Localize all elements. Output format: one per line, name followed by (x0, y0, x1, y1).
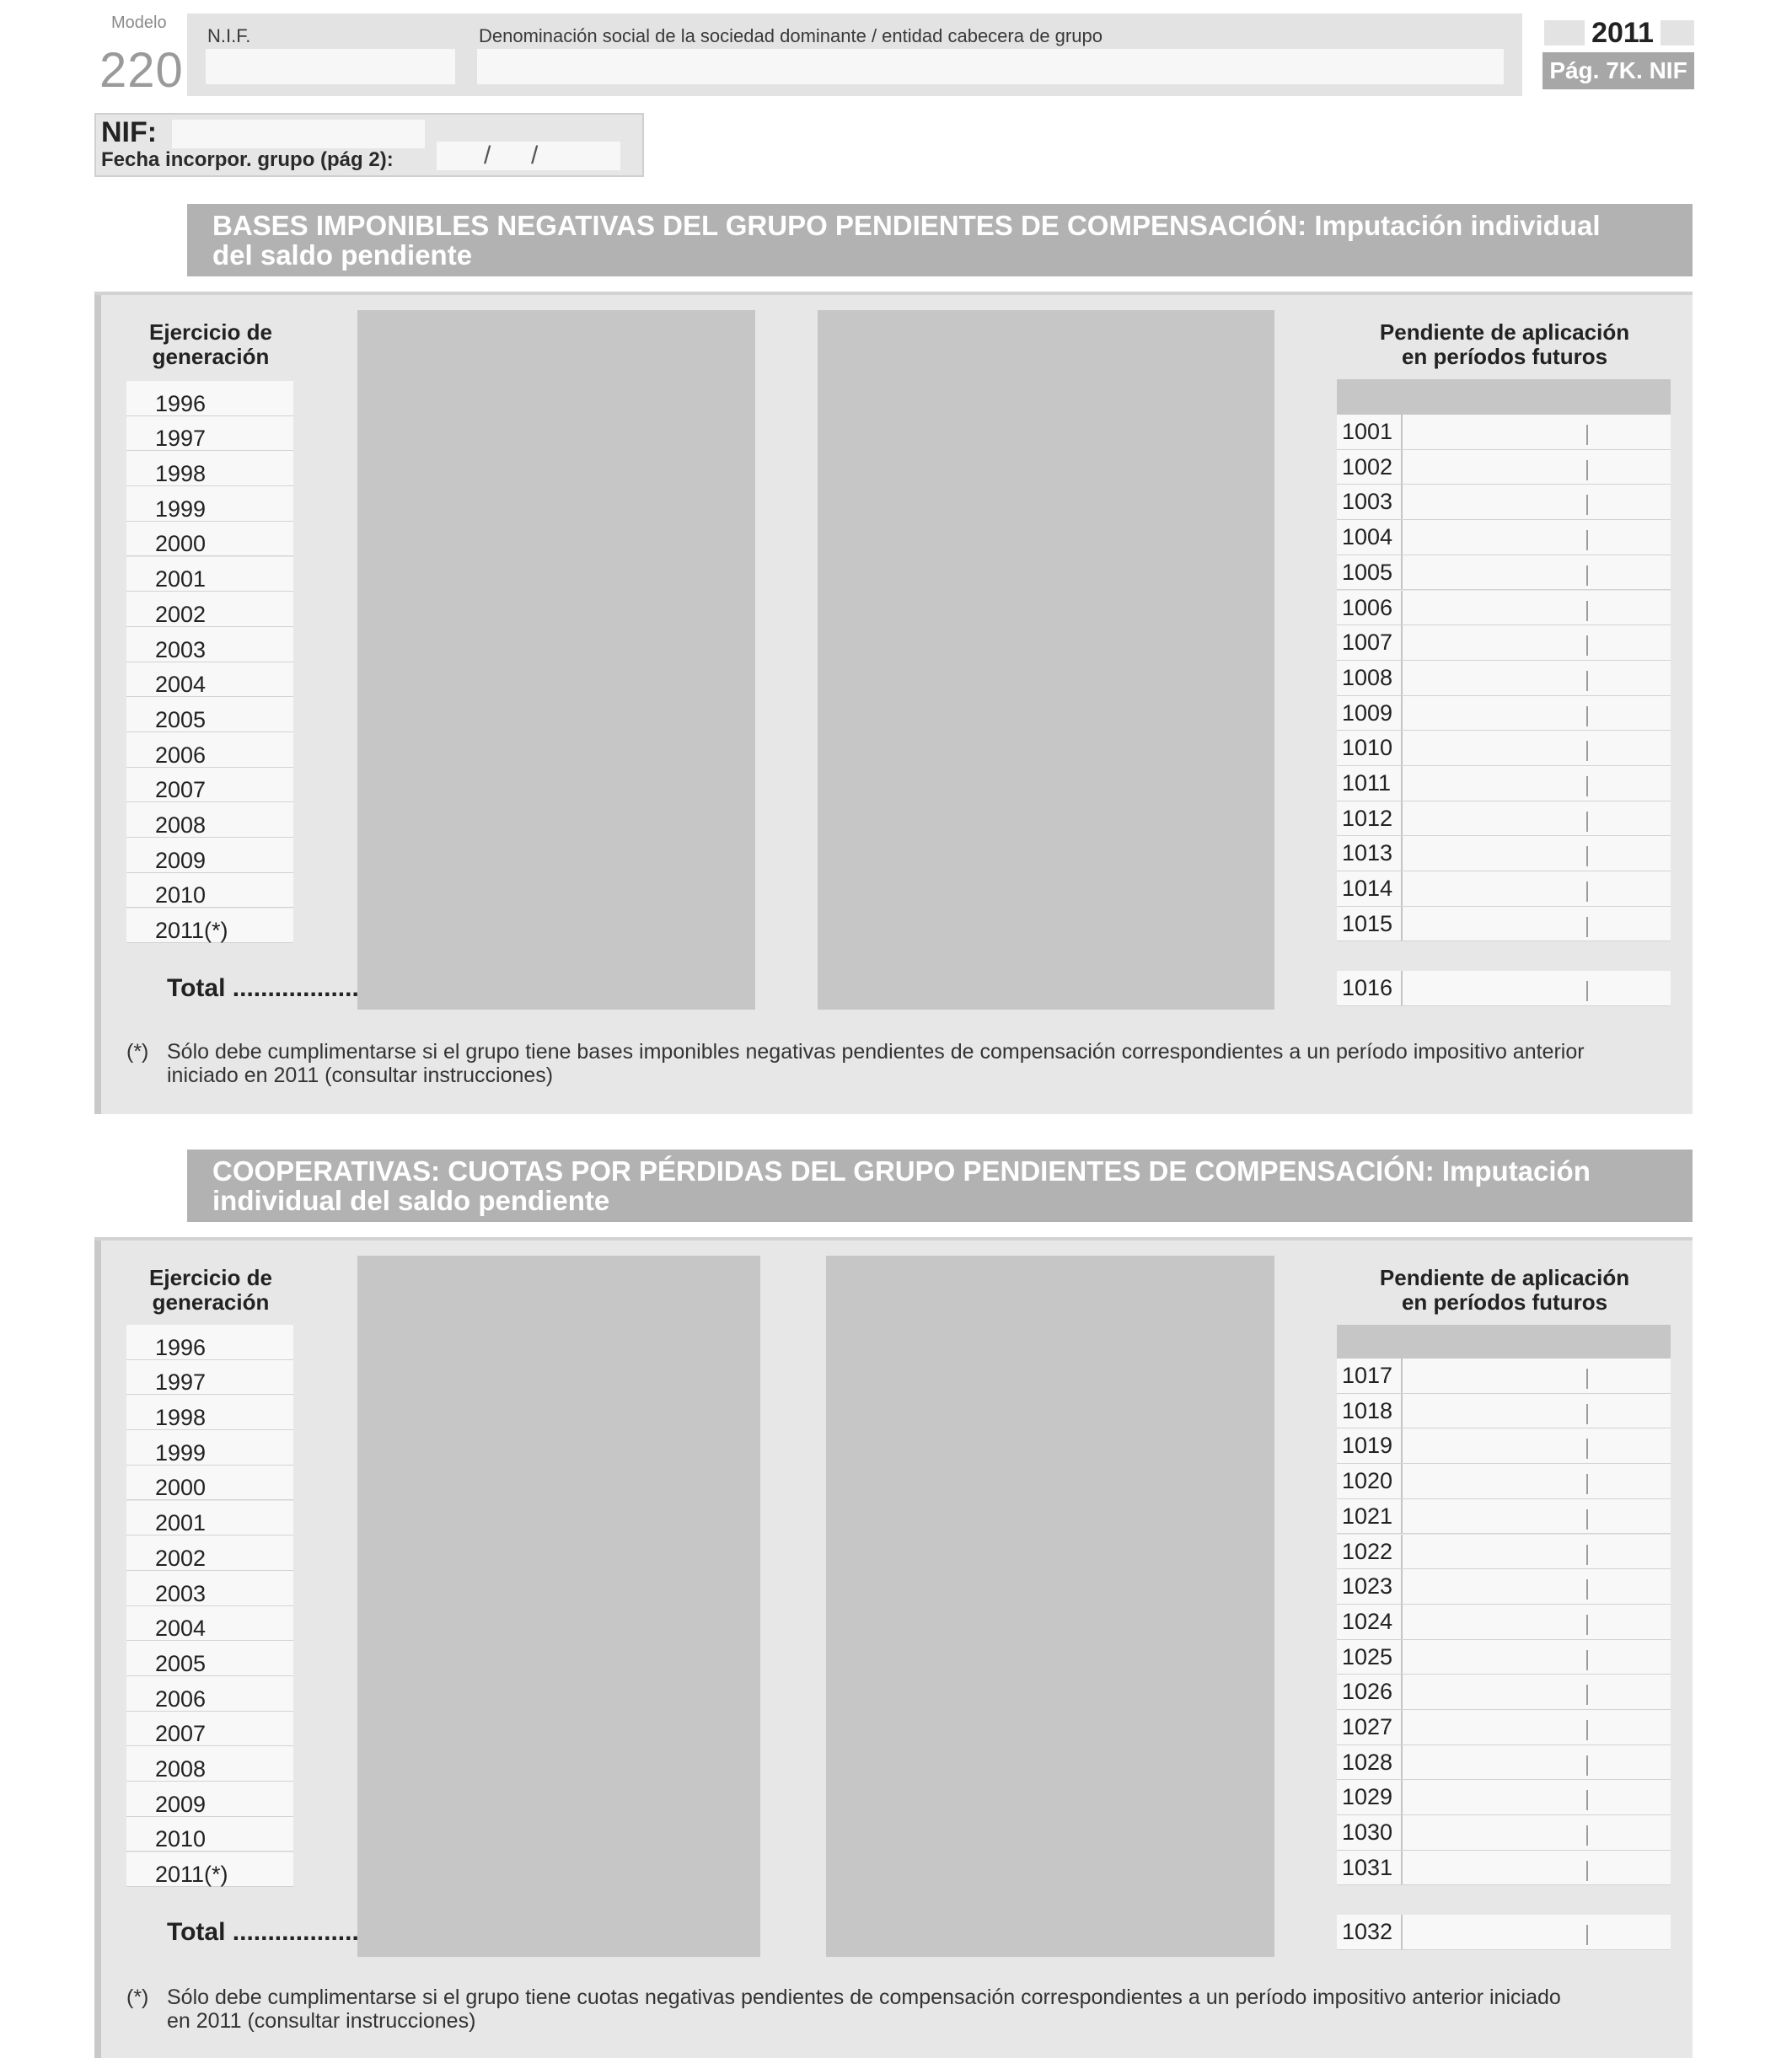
year-label: 2001 (155, 566, 207, 592)
box-code: 1025 (1337, 1640, 1403, 1675)
year-row (126, 732, 293, 768)
decimal-separator-mark (1586, 1861, 1588, 1881)
page-label: Pág. 7K. NIF (1543, 52, 1694, 89)
decimal-separator-mark (1586, 460, 1588, 480)
total-amount-input[interactable] (1403, 971, 1671, 1005)
year-row (126, 451, 293, 486)
amount-row (1337, 1464, 1671, 1499)
year-row (126, 662, 293, 698)
box-code: 1004 (1337, 520, 1403, 555)
year-label: 2003 (155, 1580, 207, 1606)
year-label: 1998 (155, 1405, 207, 1431)
amount-row (1337, 520, 1671, 555)
box-code: 1008 (1337, 661, 1403, 695)
col-ejercicio-line2: generación (152, 1289, 270, 1315)
year-label: 2008 (155, 812, 207, 839)
amount-row (1337, 1499, 1671, 1535)
amount-input[interactable] (1403, 450, 1671, 485)
amount-input[interactable] (1403, 1851, 1671, 1885)
year-label: 2004 (155, 672, 207, 698)
year-label: 2008 (155, 1756, 207, 1782)
amount-row (1337, 1640, 1671, 1675)
section-banner (187, 204, 1693, 276)
year-row (126, 592, 293, 627)
amount-input[interactable] (1403, 1605, 1671, 1639)
box-code: 1030 (1337, 1815, 1403, 1850)
year-label: 2009 (155, 847, 207, 873)
nif-input[interactable] (172, 120, 425, 148)
year-label: 2007 (155, 777, 207, 803)
col-ejercicio-line2: generación (152, 344, 270, 369)
fecha-input[interactable] (437, 142, 620, 170)
amount-row (1337, 1710, 1671, 1745)
total-label: Total .................. (167, 974, 359, 1002)
denominacion-input[interactable] (477, 49, 1504, 84)
amount-row (1337, 1851, 1671, 1886)
box-code: 1027 (1337, 1710, 1403, 1744)
amount-row (1337, 591, 1671, 626)
decimal-separator-mark (1586, 1439, 1588, 1459)
amount-input[interactable] (1403, 625, 1671, 660)
col-ejercicio-header (126, 320, 295, 369)
footnote-line2: en 2011 (consultar instrucciones) (167, 2009, 476, 2033)
box-code: 1013 (1337, 836, 1403, 871)
amount-input[interactable] (1403, 731, 1671, 765)
col-pendiente-line2: en períodos futuros (1401, 344, 1608, 369)
decimal-separator-mark (1586, 425, 1588, 445)
box-code: 1005 (1337, 555, 1403, 590)
box-code: 1020 (1337, 1464, 1403, 1498)
amount-row (1337, 450, 1671, 485)
box-code: 1007 (1337, 625, 1403, 660)
year-label: 2001 (155, 1510, 207, 1536)
decimal-separator-mark (1586, 635, 1588, 656)
box-code: 1023 (1337, 1569, 1403, 1604)
year-label: 2005 (155, 706, 207, 732)
amount-row (1337, 696, 1671, 732)
year-row (126, 1641, 293, 1676)
box-code: 1022 (1337, 1535, 1403, 1569)
box-code: 1031 (1337, 1851, 1403, 1885)
year-row (126, 1852, 293, 1888)
decimal-separator-mark (1586, 1790, 1588, 1810)
fecha-label: Fecha incorpor. grupo (pág 2): (101, 148, 394, 171)
pendiente-header-bar (1337, 379, 1671, 415)
year-row (126, 873, 293, 908)
year-row (126, 627, 293, 662)
year-label: 2010 (155, 882, 207, 908)
nif-header-input[interactable] (206, 49, 455, 84)
amount-row (1337, 555, 1671, 591)
box-code: 1006 (1337, 591, 1403, 625)
year-label: 2011(*) (155, 1862, 228, 1888)
decimal-separator-mark (1586, 776, 1588, 796)
year-label: 1997 (155, 426, 207, 452)
footnote-line2: iniciado en 2011 (consultar instrucciones) (167, 1064, 554, 1087)
decimal-separator-mark (1586, 741, 1588, 761)
box-code: 1012 (1337, 801, 1403, 836)
greyed-column (818, 310, 1274, 1010)
decimal-separator-mark (1586, 1545, 1588, 1565)
decimal-separator-mark (1586, 1925, 1588, 1945)
date-separator: / (531, 142, 539, 169)
box-code: 1001 (1337, 415, 1403, 449)
year-label: 2000 (155, 1475, 207, 1501)
note-mark: (*) (126, 1986, 149, 2009)
decimal-separator-mark (1586, 530, 1588, 550)
year-row (126, 1325, 293, 1360)
amount-input[interactable] (1403, 1535, 1671, 1569)
year-row (126, 1395, 293, 1430)
amount-row (1337, 1359, 1671, 1394)
year-label: 2010 (155, 1826, 207, 1852)
year-label: 1996 (155, 1334, 207, 1360)
decimal-separator-mark (1586, 671, 1588, 691)
year-row (126, 768, 293, 803)
section-title-line1: BASES IMPONIBLES NEGATIVAS DEL GRUPO PENDIENTES DE COMPENSACIÓN: Imputación individual (212, 210, 1601, 241)
year-label: 2009 (155, 1791, 207, 1817)
decimal-separator-mark (1586, 917, 1588, 937)
decimal-separator-mark (1586, 1369, 1588, 1389)
note-mark: (*) (126, 1040, 149, 1064)
col-pendiente-header (1337, 1266, 1672, 1315)
year-label: 2002 (155, 601, 207, 627)
year-row (126, 1360, 293, 1396)
year-label: 1999 (155, 1439, 207, 1466)
box-code: 1011 (1337, 766, 1403, 801)
amount-input[interactable] (1403, 1428, 1671, 1463)
decimal-separator-mark (1586, 565, 1588, 586)
total-label: Total .................. (167, 1918, 359, 1946)
decimal-separator-mark (1586, 1615, 1588, 1635)
amount-input[interactable] (1403, 1359, 1671, 1393)
year-label: 2005 (155, 1650, 207, 1676)
total-amount-input[interactable] (1403, 1915, 1671, 1949)
box-code: 1016 (1337, 971, 1403, 1005)
nif-header-label: N.I.F. (207, 25, 251, 46)
amount-input[interactable] (1403, 591, 1671, 625)
decimal-separator-mark (1586, 882, 1588, 902)
amount-input[interactable] (1403, 1464, 1671, 1498)
modelo-number: 220 (99, 43, 184, 98)
nif-label: NIF: (101, 116, 158, 148)
decimal-separator-mark (1586, 1579, 1588, 1600)
box-code: 1019 (1337, 1428, 1403, 1463)
col-ejercicio-header (126, 1266, 295, 1315)
year-row (126, 1712, 293, 1747)
amount-row (1337, 766, 1671, 801)
amount-row (1337, 661, 1671, 696)
box-code: 1014 (1337, 871, 1403, 906)
year-row (126, 908, 293, 944)
amount-row (1337, 415, 1671, 450)
year-label: 2006 (155, 742, 207, 768)
col-ejercicio-line1: Ejercicio de (149, 1265, 272, 1290)
amount-input[interactable] (1403, 801, 1671, 836)
decimal-separator-mark (1586, 1509, 1588, 1530)
year-row (126, 1501, 293, 1536)
amount-row (1337, 625, 1671, 661)
amount-input[interactable] (1403, 696, 1671, 731)
amount-row (1337, 1428, 1671, 1464)
amount-input[interactable] (1403, 1394, 1671, 1428)
decimal-separator-mark (1586, 1474, 1588, 1494)
amount-input[interactable] (1403, 871, 1671, 906)
denominacion-label: Denominación social de la sociedad dominante / entidad cabecera de grupo (479, 25, 1103, 46)
amount-row (1337, 731, 1671, 766)
year-row (126, 1676, 293, 1712)
box-code: 1009 (1337, 696, 1403, 731)
year-row (126, 1746, 293, 1782)
amount-row (1337, 801, 1671, 837)
col-pendiente-header (1337, 320, 1672, 369)
decimal-separator-mark (1586, 846, 1588, 866)
amount-input[interactable] (1403, 1780, 1671, 1814)
amount-input[interactable] (1403, 766, 1671, 801)
col-pendiente-line2: en períodos futuros (1401, 1289, 1608, 1315)
amount-input[interactable] (1403, 1499, 1671, 1534)
year-row (126, 1782, 293, 1817)
box-code: 1002 (1337, 450, 1403, 485)
year-label: 2004 (155, 1616, 207, 1642)
amount-row (1337, 907, 1671, 942)
year-label: 2002 (155, 1545, 207, 1571)
decimal-separator-mark (1586, 1825, 1588, 1846)
decimal-separator-mark (1586, 812, 1588, 832)
footnote (167, 1986, 1676, 2033)
year-row (126, 557, 293, 592)
decimal-separator-mark (1586, 1720, 1588, 1740)
greyed-column (357, 310, 755, 1010)
total-row (1337, 1915, 1671, 1950)
year-row (126, 416, 293, 452)
amount-row (1337, 836, 1671, 871)
amount-row (1337, 1605, 1671, 1640)
decimal-separator-mark (1586, 495, 1588, 515)
year-row (126, 522, 293, 557)
year-row (126, 802, 293, 838)
year-label: 1997 (155, 1369, 207, 1396)
total-row (1337, 971, 1671, 1006)
year-label: 2000 (155, 531, 207, 557)
footnote-line1: Sólo debe cumplimentarse si el grupo tiene bases imponibles negativas pendientes de compensación correspondientes a un período impositivo anterior (167, 1040, 1585, 1064)
year-label: 2003 (155, 636, 207, 662)
section-title-line2: individual del saldo pendiente (212, 1185, 610, 1216)
amount-input[interactable] (1403, 661, 1671, 695)
modelo-label: Modelo (111, 13, 167, 32)
amount-input[interactable] (1403, 520, 1671, 555)
amount-row (1337, 1675, 1671, 1710)
decimal-separator-mark (1586, 1685, 1588, 1705)
box-code: 1032 (1337, 1915, 1403, 1949)
box-code: 1015 (1337, 907, 1403, 941)
amount-row (1337, 1394, 1671, 1429)
amount-input[interactable] (1403, 415, 1671, 449)
greyed-column (357, 1256, 760, 1957)
amount-row (1337, 871, 1671, 907)
footnote (167, 1040, 1676, 1087)
amount-input[interactable] (1403, 1569, 1671, 1604)
amount-row (1337, 485, 1671, 520)
decimal-separator-mark (1586, 981, 1588, 1001)
box-code: 1026 (1337, 1675, 1403, 1709)
section-title-line1: COOPERATIVAS: CUOTAS POR PÉRDIDAS DEL GRUPO PENDIENTES DE COMPENSACIÓN: Imputación (212, 1155, 1591, 1187)
box-code: 1028 (1337, 1745, 1403, 1780)
amount-input[interactable] (1403, 1815, 1671, 1850)
amount-row (1337, 1815, 1671, 1851)
amount-input[interactable] (1403, 1640, 1671, 1675)
amount-input[interactable] (1403, 1745, 1671, 1780)
decimal-separator-mark (1586, 601, 1588, 621)
year-label: 1996 (155, 390, 207, 416)
year-row (126, 697, 293, 732)
greyed-column (826, 1256, 1274, 1957)
section-banner (187, 1150, 1693, 1222)
decimal-separator-mark (1586, 1755, 1588, 1776)
col-ejercicio-line1: Ejercicio de (149, 319, 272, 345)
year-row (126, 1606, 293, 1642)
box-code: 1018 (1337, 1394, 1403, 1428)
year-row (126, 381, 293, 416)
box-code: 1029 (1337, 1780, 1403, 1814)
year-row (126, 1535, 293, 1571)
year-row (126, 1571, 293, 1606)
year-label: 2011 (1585, 17, 1661, 49)
amount-row (1337, 1745, 1671, 1781)
decimal-separator-mark (1586, 706, 1588, 726)
amount-input[interactable] (1403, 485, 1671, 519)
footnote-line1: Sólo debe cumplimentarse si el grupo tiene cuotas negativas pendientes de compensación correspondientes a un período impositivo anterior iniciado (167, 1986, 1561, 2009)
decimal-separator-mark (1586, 1404, 1588, 1424)
year-row (126, 1430, 293, 1466)
amount-input[interactable] (1403, 836, 1671, 871)
year-label: 2006 (155, 1686, 207, 1712)
amount-row (1337, 1535, 1671, 1570)
decimal-separator-mark (1586, 1650, 1588, 1670)
year-row (126, 486, 293, 522)
box-code: 1024 (1337, 1605, 1403, 1639)
box-code: 1003 (1337, 485, 1403, 519)
year-label: 1999 (155, 496, 207, 522)
year-label: 1998 (155, 461, 207, 487)
amount-row (1337, 1780, 1671, 1815)
amount-input[interactable] (1403, 1675, 1671, 1709)
box-code: 1010 (1337, 731, 1403, 765)
year-label: 2007 (155, 1721, 207, 1747)
year-row (126, 1817, 293, 1852)
year-row (126, 838, 293, 873)
year-label: 2011(*) (155, 918, 228, 944)
amount-row (1337, 1569, 1671, 1605)
amount-input[interactable] (1403, 555, 1671, 590)
section-title-line2: del saldo pendiente (212, 239, 473, 271)
amount-input[interactable] (1403, 1710, 1671, 1744)
box-code: 1017 (1337, 1359, 1403, 1393)
amount-input[interactable] (1403, 907, 1671, 941)
box-code: 1021 (1337, 1499, 1403, 1534)
year-row (126, 1466, 293, 1501)
pendiente-header-bar (1337, 1325, 1671, 1360)
col-pendiente-line1: Pendiente de aplicación (1379, 1265, 1630, 1290)
col-pendiente-line1: Pendiente de aplicación (1379, 319, 1630, 345)
date-separator: / (484, 142, 491, 169)
